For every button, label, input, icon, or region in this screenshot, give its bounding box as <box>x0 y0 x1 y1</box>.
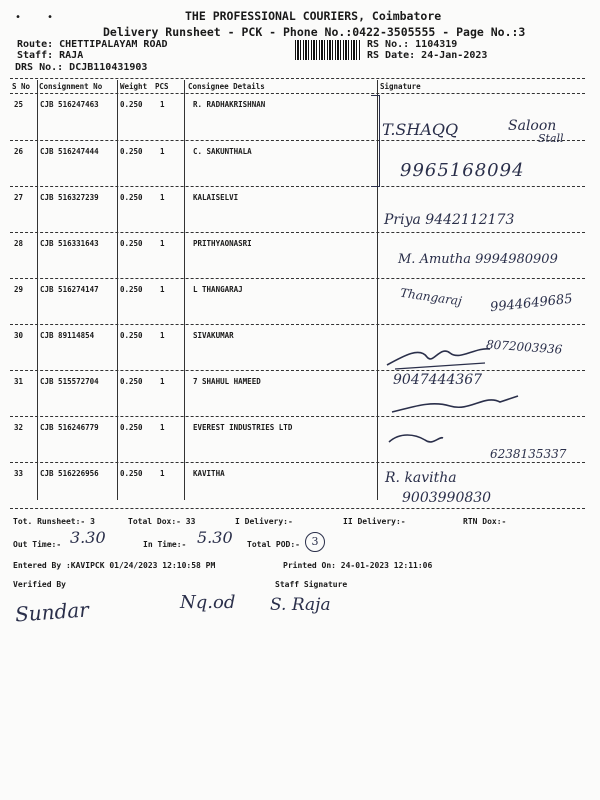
barcode-image <box>295 40 361 60</box>
row-consignee: PRITHYAONASRI <box>193 239 252 248</box>
row-weight: 0.250 <box>120 193 143 202</box>
row-pcs: 1 <box>160 100 165 109</box>
row-sno: 32 <box>14 423 24 432</box>
handwritten-signature: R. kavitha <box>385 470 457 486</box>
row-sno: 29 <box>14 285 24 294</box>
corner-mark: • <box>47 12 54 23</box>
col-header-consignment: Consignment No <box>39 82 103 91</box>
drs-number: DRS No.: DCJB110431903 <box>15 62 148 73</box>
col-header-sno: S No <box>12 82 31 91</box>
row-weight: 0.250 <box>120 147 143 156</box>
row-weight: 0.250 <box>120 285 143 294</box>
table-bottom-rule <box>10 508 585 509</box>
staff-signature: S. Raja <box>270 595 331 615</box>
scribble-signature <box>390 390 530 418</box>
row-consignee: KALAISELVI <box>193 193 239 202</box>
handwritten-phone: 9965168094 <box>400 160 525 181</box>
row-consignee: L THANGARAJ <box>193 285 243 294</box>
i-delivery: I Delivery:- <box>235 517 293 526</box>
scribble-signature <box>385 335 495 375</box>
column-divider <box>184 80 185 500</box>
handwritten-phone: 8072003936 <box>485 337 563 357</box>
table-top-rule <box>10 78 585 79</box>
row-consignee: EVEREST INDUSTRIES LTD <box>193 423 293 432</box>
rtn-dox: RTN Dox:- <box>463 517 507 526</box>
col-header-pcs: PCS <box>155 82 169 91</box>
row-sno: 25 <box>14 100 24 109</box>
row-pcs: 1 <box>160 285 165 294</box>
scribble-signature <box>385 428 445 452</box>
row-rule <box>10 324 585 325</box>
staff-label: Staff: RAJA <box>17 50 84 61</box>
header-rule <box>10 93 585 94</box>
row-weight: 0.250 <box>120 377 143 386</box>
row-rule <box>10 232 585 233</box>
route-label: Route: CHETTIPALAYAM ROAD <box>17 39 168 50</box>
col-header-weight: Weight <box>120 82 148 91</box>
row-consignee: R. RADHAKRISHNAN <box>193 100 266 109</box>
tot-runsheet: Tot. Runsheet:- 3 <box>13 517 95 526</box>
column-divider <box>37 80 38 500</box>
row-sno: 27 <box>14 193 24 202</box>
total-dox: Total Dox:- 33 <box>128 517 196 526</box>
col-header-signature: Signature <box>380 82 421 91</box>
handwritten-signature: Stall <box>538 132 564 145</box>
handwritten-phone: M. Amutha 9994980909 <box>398 252 558 267</box>
row-rule <box>10 186 585 187</box>
row-weight: 0.250 <box>120 331 143 340</box>
row-sno: 28 <box>14 239 24 248</box>
row-rule <box>10 140 585 141</box>
row-consignment: CJB 516274147 <box>40 285 99 294</box>
handwritten-phone: 9003990830 <box>402 490 492 506</box>
entered-by: Entered By :KAVIPCK 01/24/2023 12:10:58 PM <box>13 561 216 570</box>
out-time-label: Out Time:- <box>13 540 62 549</box>
pod-circled-number: 3 <box>305 532 325 552</box>
row-consignee: SIVAKUMAR <box>193 331 234 340</box>
row-consignment: CJB 516327239 <box>40 193 99 202</box>
handwritten-out-time: 3.30 <box>70 528 106 547</box>
handwritten-signature: T.SHAQQ <box>382 120 459 139</box>
column-divider <box>117 80 118 500</box>
row-consignee: KAVITHA <box>193 469 225 478</box>
row-pcs: 1 <box>160 377 165 386</box>
total-pod-label: Total POD:- <box>247 540 300 549</box>
row-consignment: CJB 516226956 <box>40 469 99 478</box>
row-weight: 0.250 <box>120 469 143 478</box>
row-sno: 30 <box>14 331 24 340</box>
row-consignment: CJB 516247444 <box>40 147 99 156</box>
handwritten-signature: Thangaraj <box>399 285 463 309</box>
handwritten-phone: Priya 9442112173 <box>384 212 515 228</box>
row-pcs: 1 <box>160 469 165 478</box>
handwritten-phone: 9944649685 <box>489 291 574 316</box>
row-pcs: 1 <box>160 239 165 248</box>
rs-date: RS Date: 24-Jan-2023 <box>367 50 488 61</box>
handwritten-in-time: 5.30 <box>197 528 233 547</box>
row-consignment: CJB 516246779 <box>40 423 99 432</box>
staff-signature-label: Staff Signature <box>275 580 348 589</box>
row-consignee: C. SAKUNTHALA <box>193 147 252 156</box>
row-pcs: 1 <box>160 423 165 432</box>
in-time-label: In Time:- <box>143 540 187 549</box>
row-rule <box>10 278 585 279</box>
row-sno: 26 <box>14 147 24 156</box>
row-consignment: CJB 516331643 <box>40 239 99 248</box>
row-sno: 33 <box>14 469 24 478</box>
verifier-signature: Sundar <box>14 597 90 627</box>
row-consignment: CJB 515572704 <box>40 377 99 386</box>
row-consignee: 7 SHAHUL HAMEED <box>193 377 261 386</box>
row-rule <box>10 462 585 463</box>
col-header-consignee: Consignee Details <box>188 82 265 91</box>
row-weight: 0.250 <box>120 100 143 109</box>
row-rule <box>10 370 585 371</box>
row-weight: 0.250 <box>120 239 143 248</box>
row-consignment: CJB 89114854 <box>40 331 95 340</box>
handwritten-phone: 6238135337 <box>490 447 567 461</box>
signature-bracket <box>371 95 380 187</box>
row-weight: 0.250 <box>120 423 143 432</box>
staff-signature-mark: Nq.od <box>180 592 236 613</box>
ii-delivery: II Delivery:- <box>343 517 406 526</box>
printed-on: Printed On: 24-01-2023 12:11:06 <box>283 561 433 570</box>
corner-mark: • <box>15 12 22 23</box>
runsheet-subtitle: Delivery Runsheet - PCK - Phone No.:0422-3505555 - Page No.:3 <box>103 25 526 39</box>
rs-number: RS No.: 1104319 <box>367 39 458 50</box>
row-sno: 31 <box>14 377 24 386</box>
handwritten-signature: Saloon <box>508 118 557 134</box>
company-title: THE PROFESSIONAL COURIERS, Coimbatore <box>185 9 442 23</box>
row-pcs: 1 <box>160 331 165 340</box>
row-consignment: CJB 516247463 <box>40 100 99 109</box>
verified-by-label: Verified By <box>13 580 66 589</box>
row-pcs: 1 <box>160 193 165 202</box>
handwritten-phone: 9047444367 <box>393 372 483 388</box>
row-pcs: 1 <box>160 147 165 156</box>
